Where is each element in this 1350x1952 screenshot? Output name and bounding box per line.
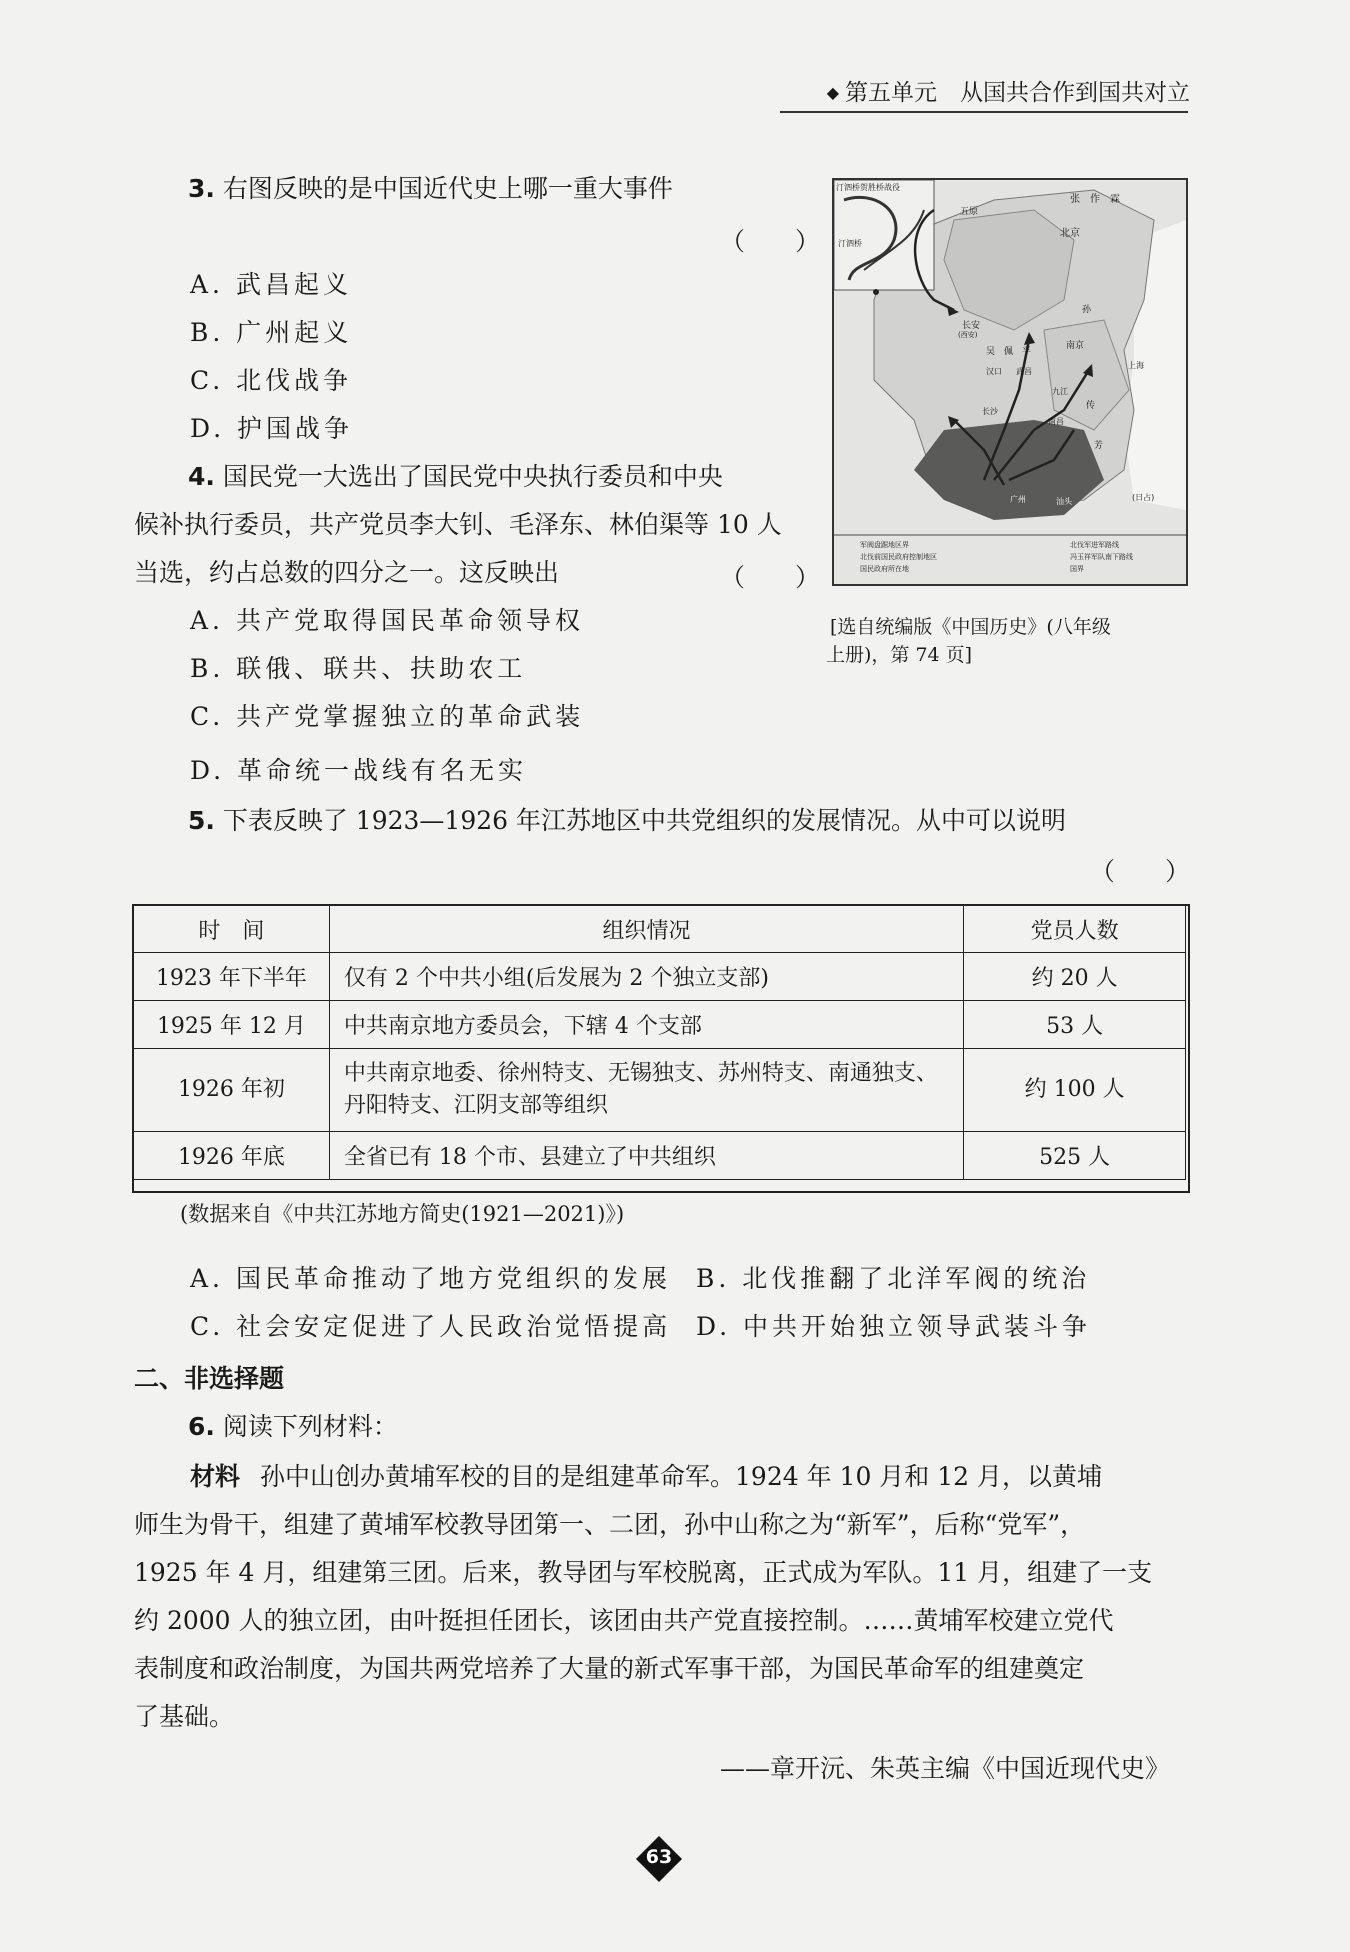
table-row bbox=[134, 953, 1186, 1001]
cell-time: 1923 年下半年 bbox=[134, 953, 330, 1001]
question-number: 6. bbox=[188, 1412, 215, 1441]
cell-organization-line-1: 中共南京地委、徐州特支、无锡独支、苏州特支、南通独支、 bbox=[343, 1061, 938, 1087]
column-header-members: 党员人数 bbox=[964, 906, 1186, 953]
cell-members: 约 20 人 bbox=[964, 953, 1186, 1001]
material-line-6: 了基础。 bbox=[134, 1702, 235, 1731]
label-chuan: 传 bbox=[1086, 401, 1096, 411]
label-shanghai: 上海 bbox=[1128, 361, 1144, 370]
cell-time: 1926 年初 bbox=[134, 1049, 330, 1132]
label-fang: 芳 bbox=[1094, 441, 1104, 451]
table-source: (数据来自《中共江苏地方简史(1921—2021)》) bbox=[180, 1202, 625, 1226]
inset-title: 汀泗桥贺胜桥战役 bbox=[836, 183, 900, 192]
question-4-line-1 bbox=[188, 462, 723, 492]
question-5-stem bbox=[188, 806, 1066, 836]
label-wuchang: 武昌 bbox=[1016, 367, 1032, 376]
answer-blank: （ ） bbox=[720, 563, 821, 592]
question-text: 国民党一大选出了国民党中央执行委员和中央 bbox=[222, 462, 723, 491]
question-6-stem bbox=[188, 1412, 398, 1442]
material-line-2: 师生为骨干，组建了黄埔军校教导团第一、二团，孙中山称之为“新军”，后称“党军”， bbox=[134, 1510, 1086, 1539]
cell-organization: 中共南京地方委员会，下辖 4 个支部 bbox=[329, 1001, 963, 1049]
option-b: B. 广州起义 bbox=[190, 318, 353, 347]
legend-item: 北伐前国民政府控制地区 bbox=[860, 553, 937, 561]
answer-blank: （ ） bbox=[720, 227, 821, 256]
header-rule bbox=[780, 111, 1188, 113]
label-riben: (日占) bbox=[1132, 493, 1155, 502]
option-c: C. 北伐战争 bbox=[190, 366, 353, 395]
map-caption-line-2: 上册)，第 74 页] bbox=[826, 644, 973, 666]
option-c: C. 社会安定促进了人民政治觉悟提高 bbox=[190, 1312, 672, 1341]
page-number: 63 bbox=[645, 1846, 673, 1868]
question-3-stem bbox=[188, 174, 673, 204]
material-label: 材料 bbox=[190, 1462, 241, 1491]
table-row bbox=[134, 1049, 1186, 1132]
label-sun: 孙 bbox=[1082, 305, 1092, 315]
cell-time: 1925 年 12 月 bbox=[134, 1001, 330, 1049]
table-header-row bbox=[134, 906, 1186, 953]
legend-item: 国界 bbox=[1070, 565, 1084, 573]
label-xian: (西安) bbox=[958, 331, 978, 339]
legend-item: 国民政府所在地 bbox=[860, 565, 909, 573]
question-text: 下表反映了 1923—1926 年江苏地区中共党组织的发展情况。从中可以说明 bbox=[222, 806, 1067, 835]
column-header-organization: 组织情况 bbox=[329, 906, 963, 953]
cell-time: 1926 年底 bbox=[134, 1132, 330, 1180]
material-line-4: 约 2000 人的独立团，由叶挺担任团长，该团由共产党直接控制。……黄埔军校建立党代 bbox=[134, 1606, 1114, 1635]
diamond-icon: ◆ bbox=[826, 83, 839, 102]
label-wupeifu: 吴 佩 孚 bbox=[986, 347, 1032, 357]
column-header-time: 时 间 bbox=[134, 906, 330, 953]
cell-organization: 全省已有 18 个市、县建立了中共组织 bbox=[329, 1132, 963, 1180]
map-graphic bbox=[834, 180, 1186, 584]
legend-item: 冯玉祥军队南下路线 bbox=[1070, 553, 1133, 561]
unit-title: 第五单元 从国共合作到国共对立 bbox=[845, 80, 1190, 106]
option-d: D. 中共开始独立领导武装斗争 bbox=[696, 1312, 1092, 1341]
question-4-line-2: 候补执行委员，共产党员李大钊、毛泽东、林伯渠等 10 人 bbox=[134, 510, 782, 539]
cell-members: 约 100 人 bbox=[964, 1049, 1186, 1132]
option-c: C. 共产党掌握独立的革命武装 bbox=[190, 702, 585, 731]
label-beijing: 北京 bbox=[1060, 228, 1080, 239]
question-number: 4. bbox=[188, 462, 215, 491]
unit-header bbox=[770, 74, 1190, 107]
section-title: 二、非选择题 bbox=[134, 1364, 285, 1393]
northern-expedition-map bbox=[832, 178, 1188, 586]
question-number: 3. bbox=[188, 174, 215, 203]
material-line-5: 表制度和政治制度，为国共两党培养了大量的新式军事干部，为国民革命军的组建奠定 bbox=[134, 1654, 1085, 1683]
label-shantou: 汕头 bbox=[1056, 497, 1072, 506]
option-d: D. 护国战争 bbox=[190, 414, 354, 443]
label-nanchang: 南昌 bbox=[1048, 417, 1064, 426]
cell-members: 525 人 bbox=[964, 1132, 1186, 1180]
inset-label: 汀泗桥 bbox=[838, 239, 862, 248]
label-wuyuan: 五原 bbox=[960, 207, 979, 217]
cell-organization bbox=[329, 1049, 963, 1132]
option-a: A. 共产党取得国民革命领导权 bbox=[190, 606, 584, 635]
option-b: B. 联俄、联共、扶助农工 bbox=[190, 654, 527, 683]
material-line-1 bbox=[190, 1462, 1102, 1492]
label-nanjing: 南京 bbox=[1066, 341, 1085, 351]
cell-organization-line-2: 丹阳特支、江阴支部等组织 bbox=[343, 1093, 608, 1118]
cell-members: 53 人 bbox=[964, 1001, 1186, 1049]
map-caption-line-1: [选自统编版《中国历史》(八年级 bbox=[830, 616, 1111, 638]
question-text: 右图反映的是中国近代史上哪一重大事件 bbox=[222, 174, 673, 203]
material-line-3: 1925 年 4 月，组建第三团。后来，教导团与军校脱离，正式成为军队。11 月，组建了一支 bbox=[134, 1558, 1153, 1587]
legend-item: 北伐军进军路线 bbox=[1070, 541, 1119, 549]
material-attribution: ——章开沅、朱英主编《中国近现代史》 bbox=[720, 1754, 1171, 1783]
option-d: D. 革命统一战线有名无实 bbox=[190, 756, 528, 785]
legend-item: 军阀盘踞地区界 bbox=[860, 541, 909, 549]
question-number: 5. bbox=[188, 806, 215, 835]
label-changan: 长安 bbox=[962, 321, 981, 331]
label-jiujiang: 九江 bbox=[1052, 387, 1068, 396]
party-organization-table bbox=[133, 905, 1186, 1180]
option-a: A. 国民革命推动了地方党组织的发展 bbox=[190, 1264, 671, 1293]
label-changsha: 长沙 bbox=[982, 407, 998, 416]
question-4-line-3: 当选，约占总数的四分之一。这反映出 bbox=[134, 558, 560, 587]
table-row bbox=[134, 1132, 1186, 1180]
label-hankou: 汉口 bbox=[986, 367, 1002, 376]
option-a: A. 武昌起义 bbox=[190, 270, 352, 299]
question-text: 阅读下列材料： bbox=[222, 1412, 398, 1441]
option-b: B. 北伐推翻了北洋军阀的统治 bbox=[696, 1264, 1091, 1293]
cell-organization: 仅有 2 个中共小组(后发展为 2 个独立支部) bbox=[329, 953, 963, 1001]
table-row bbox=[134, 1001, 1186, 1049]
page-number-badge bbox=[634, 1834, 684, 1884]
label-guangzhou: 广州 bbox=[1010, 495, 1026, 504]
answer-blank: （ ） bbox=[1090, 857, 1191, 886]
material-text: 孙中山创办黄埔军校的目的是组建革命军。1924 年 10 月和 12 月，以黄埔 bbox=[260, 1462, 1102, 1491]
label-zhangzuolin: 张 作 霖 bbox=[1070, 194, 1120, 205]
